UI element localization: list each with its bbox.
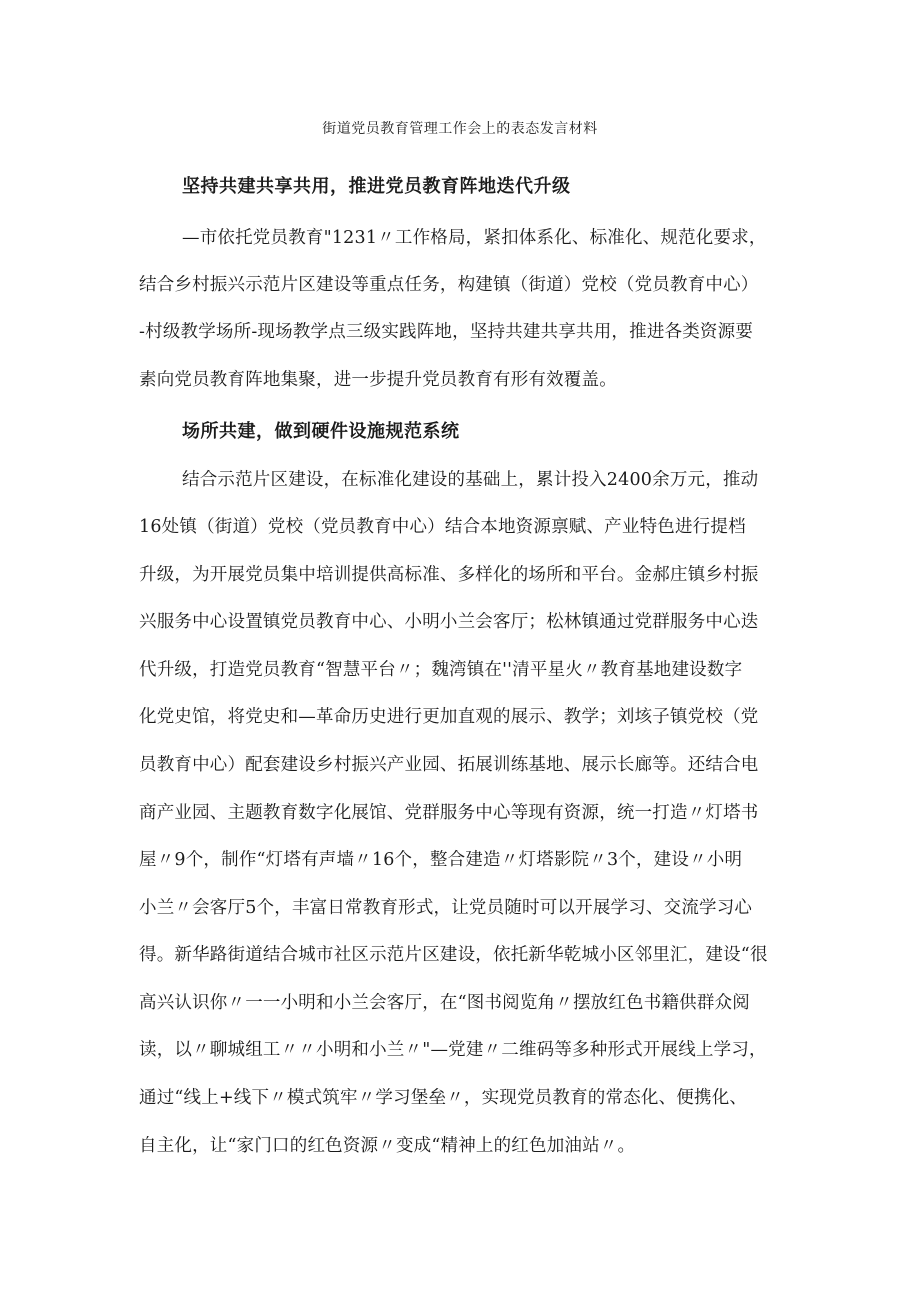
paragraph-line: 商产业园、主题教育数字化展馆、党群服务中心等现有资源，统一打造〃灯塔书 [139,803,759,823]
section-heading-2: 场所共建，做到硬件设施规范系统 [182,421,460,442]
paragraph-line: 兴服务中心设置镇党员教育中心、小明小兰会客厅；松林镇通过党群服务中心迭 [139,612,759,632]
paragraph-line: 小兰〃会客厅5个，丰富日常教育形式，让党员随时可以开展学习、交流学习心 [139,898,753,918]
paragraph-line: 得。新华路街道结合城市社区示范片区建设，依托新华乾城小区邻里汇，建设“很 [139,945,768,965]
document-title: 街道党员教育管理工作会上的表态发言材料 [322,121,598,137]
paragraph-line: 员教育中心）配套建设乡村振兴产业园、拓展训练基地、展示长廊等。还结合电 [139,755,759,775]
paragraph-line: 结合乡村振兴示范片区建设等重点任务，构建镇（街道）党校（党员教育中心） [139,275,759,295]
paragraph-line: 通过“线上+线下〃模式筑牢〃学习堡垒〃，实现党员教育的常态化、便携化、 [139,1088,748,1108]
paragraph-line: -村级教学场所-现场教学点三级实践阵地，坚持共建共享共用，推进各类资源要 [139,322,754,342]
section-heading-1: 坚持共建共享共用，推进党员教育阵地迭代升级 [182,176,571,197]
paragraph-line: 代升级，打造党员教育“智慧平台〃；魏湾镇在''清平星火〃教育基地建设数字 [139,660,743,680]
paragraph-line: 高兴认识你〃一一小明和小兰会客厅，在“图书阅览角〃摆放红色书籍供群众阅 [139,993,750,1013]
paragraph-line: 化党史馆，将党史和—革命历史进行更加直观的展示、教学；刘垓子镇党校（党 [139,707,759,727]
paragraph-line: 读，以〃聊城组工〃〃小明和小兰〃"—党建〃二维码等多种形式开展线上学习， [139,1040,767,1060]
paragraph-line: 屋〃9个，制作“灯塔有声墙〃16个，整合建造〃灯塔影院〃3个，建设〃小明 [139,850,743,870]
paragraph-line: 自主化，让“家门口的红色资源〃变成“精神上的红色加油站〃。 [139,1136,636,1156]
paragraph-line: 16处镇（街道）党校（党员教育中心）结合本地资源禀赋、产业特色进行提档 [139,517,746,537]
paragraph-line: 结合示范片区建设，在标准化建设的基础上，累计投入2400余万元，推动 [182,470,759,490]
paragraph-line: —市依托党员教育"1231〃工作格局，紧扣体系化、标准化、规范化要求， [182,228,767,248]
paragraph-line: 素向党员教育阵地集聚，进一步提升党员教育有形有效覆盖。 [139,370,617,390]
paragraph-line: 升级，为开展党员集中培训提供高标准、多样化的场所和平台。金郝庄镇乡村振 [139,565,759,585]
